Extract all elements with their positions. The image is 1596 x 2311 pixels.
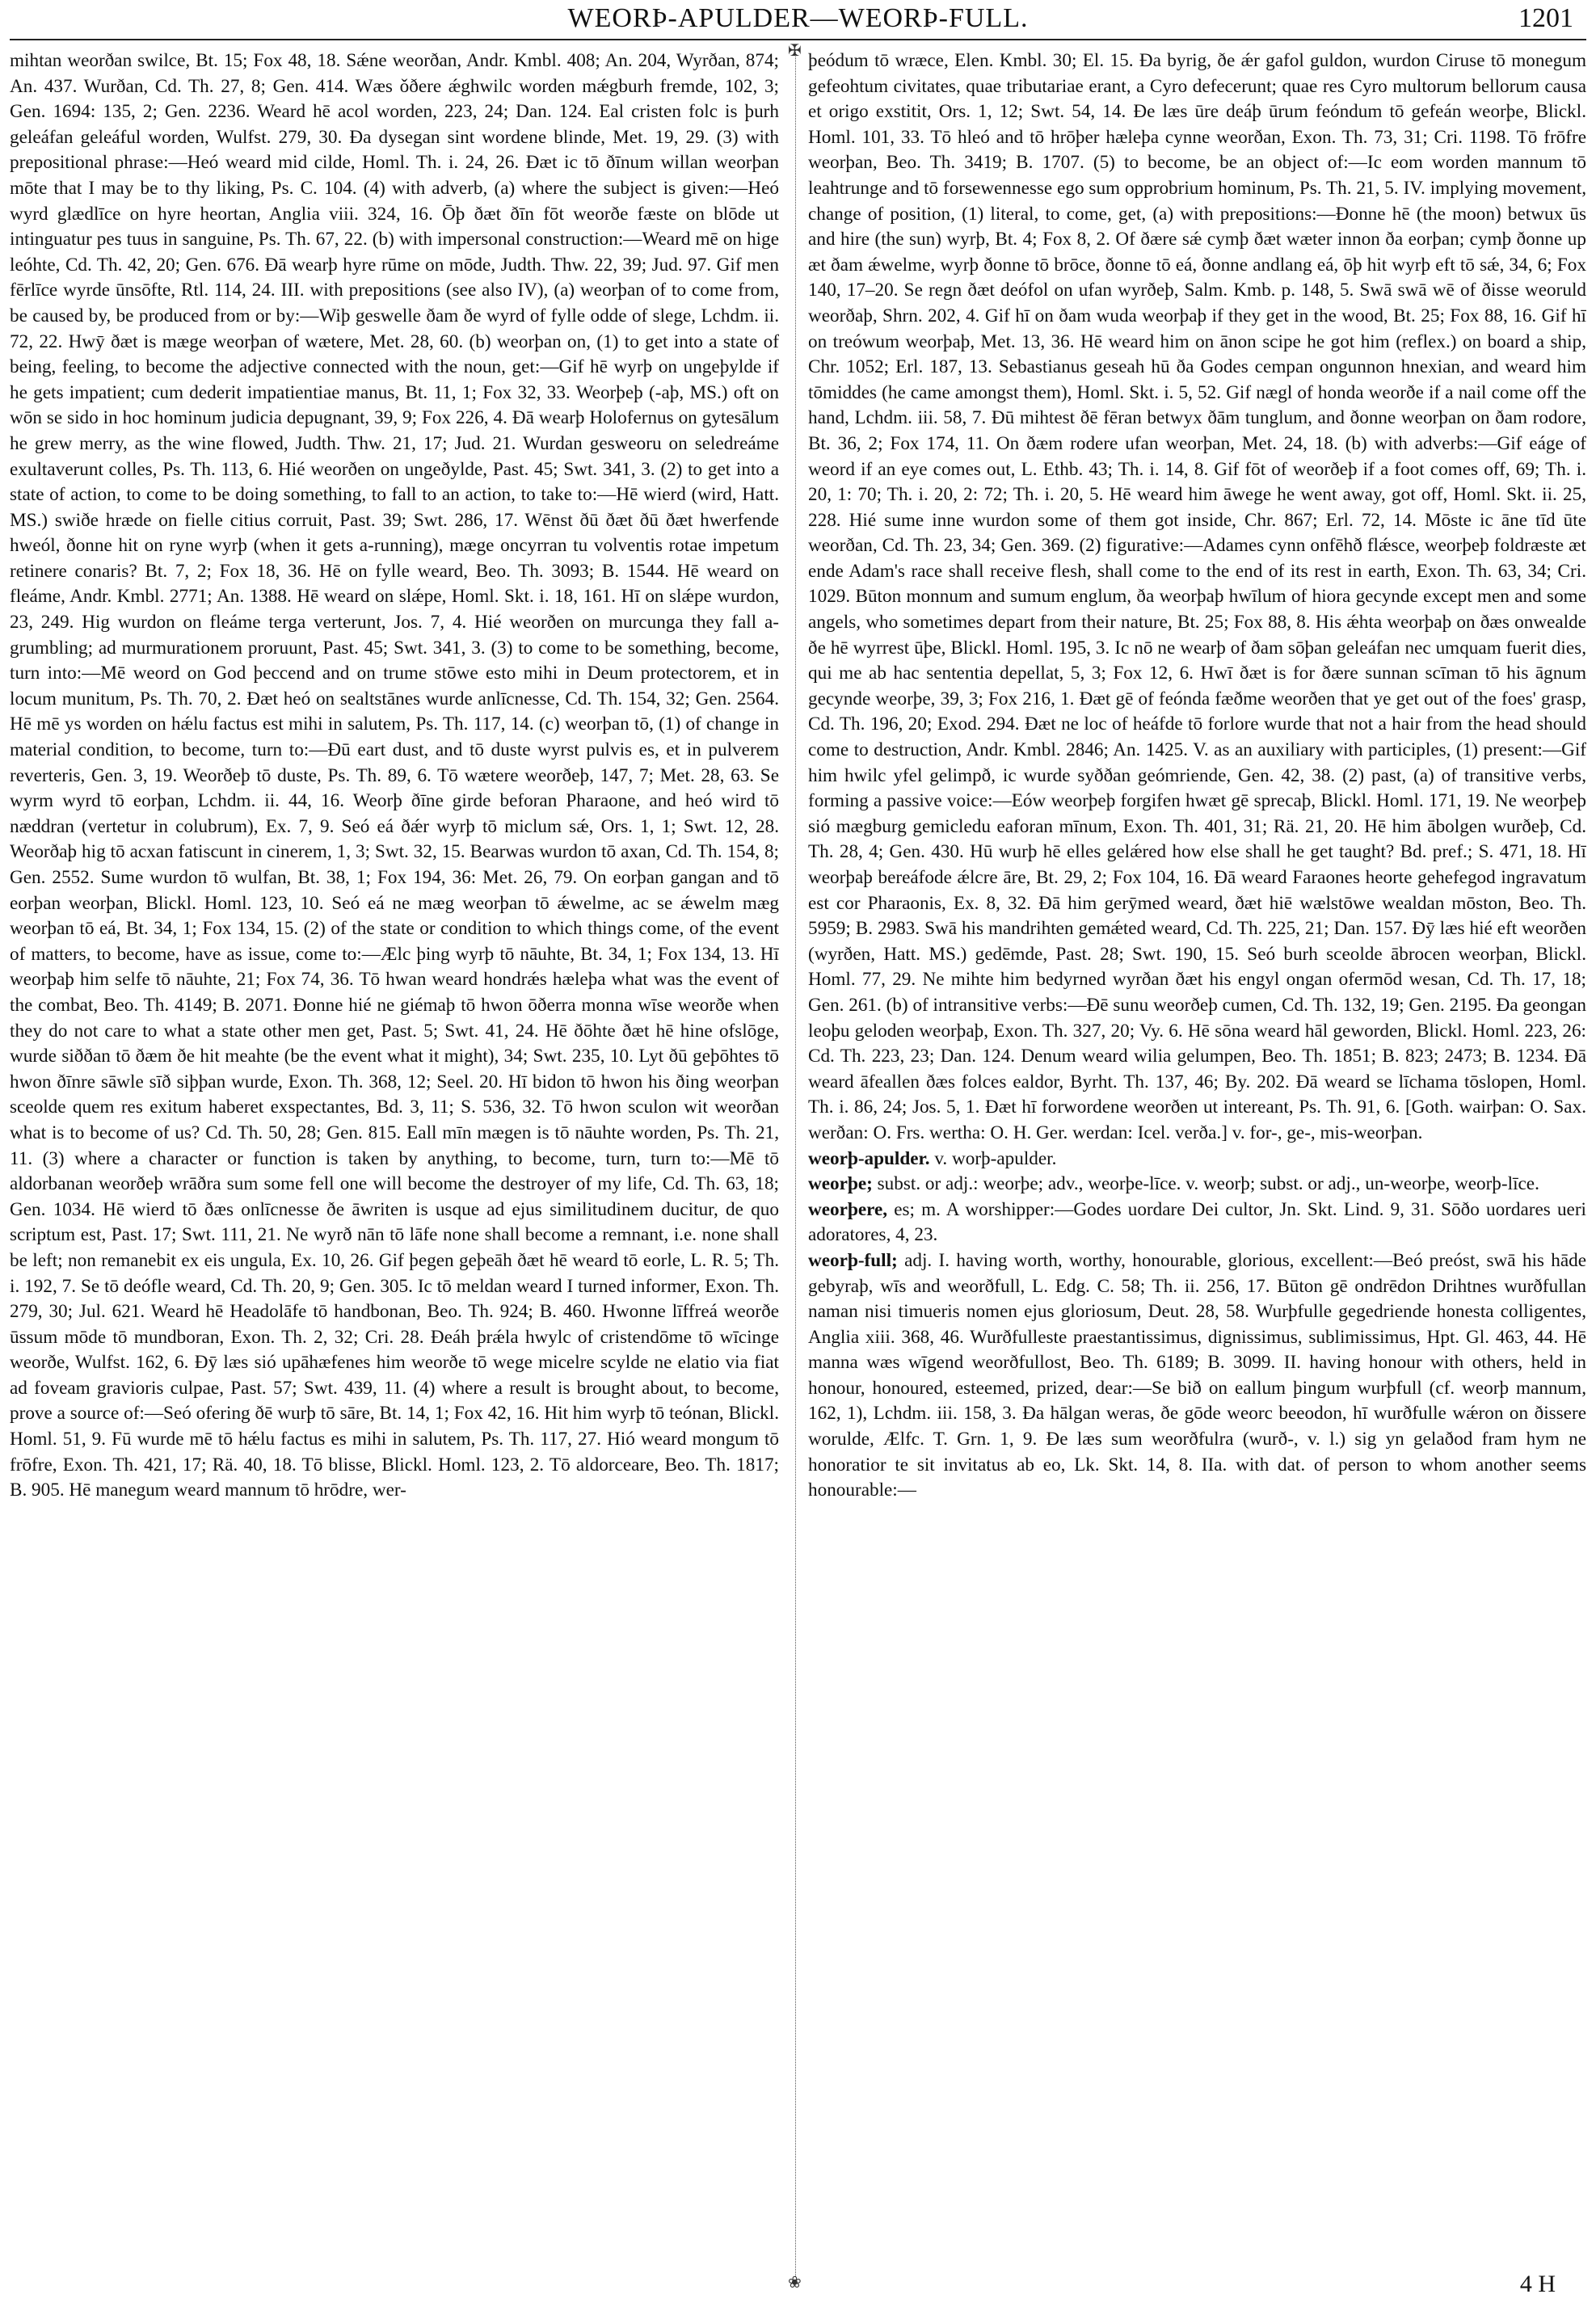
right-column [808,48,1586,2275]
entry-body: adj. I. having worth, worthy, honourable, glorious, excellent:—Beó preóst, swā his hāde gebyraþ, wīs and weorðfull, L. Edg. C. 58; Th. ii. 256, 17. Būton gē ondrēdon Drihtnes wurðfullan naman nisi timueris nomen ejus gloriosum, Deut. 28, 58. Wurþfulle gegedriende honesta colligentes, Anglia xiii. 368, 46. Wurðfulleste praestantissimus, dignissimus, sublimissimus, Hpt. Gl. 463, 44. Hē manna wæs wīgend weorðfullost, Beo. Th. 6189; B. 3099. II. having honour with others, held in honour, honoured, esteemed, prized, dear:—Se bið on eallum þingum wurþfull (cf. weorþ mannum, 162, 1), Lchdm. iii. 158, 3. Ða hālgan weras, ðe gōde weorc beeodon, hī wurðfulle wǽron on ðissere worulde, Ælfc. T. Grn. 1, 9. Ðe læs sum weorðfulra (wurð-, v. l.) sig yn gelaðod fram hym ne honoratior te sit invitatus ab eo, Lk. Skt. 14, 8. IIa. with dat. of person to whom another seems honourable:— [808,1249,1586,1501]
column-divider [795,50,796,2276]
entry-body: subst. or adj.: weorþe; adv., weorþe-līce. v. weorþ; subst. or adj., un-weorþe, weorþ-līce. [877,1173,1539,1195]
entry [808,1172,1586,1198]
bottom-ornament-icon: ❀ [788,2272,802,2292]
entry [808,1248,1586,1504]
page-number: 1201 [1518,3,1573,33]
entry [808,1147,1586,1172]
entry-body: v. worþ-apulder. [934,1147,1057,1169]
signature-mark: 4 H [1519,2271,1556,2297]
top-ornament-icon: ✠ [788,40,802,60]
entry [808,1198,1586,1248]
headword: weorþ-apulder. [808,1147,930,1169]
running-head: WEORÞ-APULDER—WEORÞ-FULL. [567,3,1029,33]
right-column-text: þeódum tō wræce, Elen. Kmbl. 30; El. 15. Ða byrig, ðe ǽr gafol guldon, wurdon Ciruse tō monegum gefeohtum civitates, quae tributariae erant, a Cyro defecerunt; quae res Cyro multorum bellorum causa et origo exstitit, Ors. 1, 12; Swt. 54, 14. Ðe læs ūre deáþ ūrum feóndum tō gefeán weorþe, Blickl. Homl. 101, 33. Tō hleó and tō hrōþer hæleþa cynne weorðan, Exon. Th. 73, 31; Cri. 1198. Tō frōfre weorþan, Beo. Th. 3419; B. 1707. (5) to become, be an object of:—Ic eom worden mannum tō leahtrunge and tō forsewennesse ego sum opprobrium hominum, Ps. Th. 21, 5. IV. implying movement, change of position, (1) literal, to come, get, (a) with prepositions:—Ðonne hē (the moon) betwux ūs and hire (the sun) wyrþ, Bt. 4; Fox 8, 2. Of ðære sǽ cymþ ðæt wæter innon ða eorþan; cymþ ðonne up æt ðam ǽwelme, wyrþ ðonne tō brōce, ðonne tō eá, ðonne andlang eá, ōþ hit wyrþ eft tō sǽ, 34, 6; Fox 140, 17–20. Se regn ðæt deófol on ufan wyrðeþ, Salm. Kmb. p. 148, 5. Swā swā wē of ðisse weoruld weorðaþ, Shrn. 202, 4. Gif hī on ðam wuda weorþaþ if they get in the wood, Bt. 25; Fox 88, 16. Gif hī on treówum weorþaþ, Met. 13, 36. Hē weard him on ānon scipe he got him (reflex.) on board a ship, Chr. 1052; Erl. 187, 13. Sebastianus geseah hū ða Godes cempan ongunnon hnexian, and weard him tōmiddes (he came amongst them), Homl. Skt. i. 5, 52. Gif nægl of honda weorðe if a nail come off the hand, Lchdm. iii. 58, 7. Ðū mihtest ðē fēran betwyx ðām tunglum, and ðonne weorþan on ðam rodore, Bt. 36, 2; Fox 174, 11. On ðæm rodere ufan weorþan, Met. 24, 18. (b) with adverbs:—Gif eáge of weord if an eye comes out, L. Ethb. 43; Th. i. 14, 8. Gif fōt of weorðeþ if a foot comes off, 69; Th. i. 20, 1: 70; Th. i. 20, 2: 72; Th. i. 20, 5. Hē weard him āwege he went away, got off, Homl. Skt. ii. 25, 228. Hié sume inne wurdon some of them got inside, Chr. 867; Erl. 72, 14. Mōste ic āne tīd ūte weorðan, Cd. Th. 23, 34; Gen. 369. (2) figurative:—Adames cynn onfēhð flǽsce, weorþeþ foldræste æt ende Adam's race shall receive flesh, shall come to the end of its rest in earth, Exon. Th. 63, 34; Cri. 1029. Būton monnum and sumum englum, ða weorþaþ hwīlum of hiora gecynde except men and some angels, who sometimes depart from their nature, Bt. 25; Fox 88, 8. His ǽhta weorþaþ on ðæs onwealde ðe hē wyrrest ūþe, Blickl. Homl. 195, 3. Ic nō ne wearþ of ðam sōþan geleáfan nec umquam fuerit dies, qui me ab hac sententia depellat, 5, 3; Fox 12, 6. Hwī ðæt is for ðære sunnan scīman tō his āgnum gecynde weorþe, 39, 3; Fox 216, 1. Ðæt gē of feónda fæðme weorðen that ye get out of the foes' grasp, Cd. Th. 196, 20; Exod. 294. Ðæt ne loc of heáfde tō forlore wurde that not a hair from the head should come to destruction, Andr. Kmbl. 2846; An. 1425. V. as an auxiliary with participles, (1) present:—Gif him hwilc yfel gelimpð, ic wurde syððan geómriende, Gen. 42, 38. (2) past, (a) of transitive verbs, forming a passive voice:—Eów weorþeþ forgifen hwæt gē sprecaþ, Blickl. Homl. 171, 19. Ne weorþeþ sió mægburg gemicledu eaforan mīnum, Exon. Th. 401, 31; Rä. 21, 20. Hē him ābolgen wurðeþ, Cd. Th. 28, 4; Gen. 430. Hū wurþ hē elles gelǽred how else shall he get taught? Bd. pref.; S. 471, 18. Hī weorþaþ bereáfode ǽlcre āre, Bt. 29, 2; Fox 104, 16. Ðā weard Faraones heorte gehefegod ingravatum est cor Pharaonis, Ex. 8, 32. Ðā him gerȳmed weard, ðæt hiē wælstōwe wealdan mōston, Beo. Th. 5959; B. 2983. Swā his mandrihten gemǽted weard, Cd. Th. 225, 21; Dan. 157. Ðȳ læs hié eft weorðen (wyrðen, Hatt. MS.) gedēmde, Past. 28; Swt. 190, 15. Seó burh sceolde ābrocen weorþan, Blickl. Homl. 77, 29. Ne mihte him bedyrned wyrðan ðæt his engyl ongan ofermōd wesan, Cd. Th. 17, 18; Gen. 261. (b) of intransitive verbs:—Ðē sunu weorðeþ cumen, Cd. Th. 132, 19; Gen. 2195. Ða geongan leoþu geloden weorþaþ, Exon. Th. 327, 20; Vy. 6. Hē sōna weard hāl geworden, Blickl. Homl. 223, 26: Cd. Th. 223, 23; Dan. 124. Denum weard wilia gelumpen, Beo. Th. 1851; B. 823; 2473; B. 1234. Ðā weard āfeallen ðæs folces ealdor, Byrht. Th. 137, 46; By. 202. Ðā weard se līchama tōslopen, Homl. Th. i. 86, 24; Jos. 5, 1. Ðæt hī forwordene weorðen ut intereant, Ps. Th. 91, 6. [Goth. wairþan: O. Sax. werðan: O. Frs. wertha: O. H. Ger. werdan: Icel. verða.] v. for-, ge-, mis-weorþan. [808,50,1586,1143]
left-column-text: mihtan weorðan swilce, Bt. 15; Fox 48, 18. Sǽne weorðan, Andr. Kmbl. 408; An. 204, Wyrðan, 874; An. 437. Wurðan, Cd. Th. 27, 8; Gen. 414. Wæs ǒðere ǽghwilc worden mǽgburh fremde, 102, 3; Gen. 1694: 135, 2; Gen. 2236. Weard hē acol worden, 223, 24; Dan. 124. Eal cristen folc is þurh geleáfan geleáful worden, Wulfst. 279, 30. Ða dysegan sint wordene blinde, Met. 19, 29. (3) with prepositional phrase:—Heó weard mid cilde, Homl. Th. i. 24, 26. Ðæt ic tō ðīnum willan weorþan mōte that I may be to thy liking, Ps. C. 104. (4) with adverb, (a) where the subject is given:—Heó wyrd glædlīce on hyre heortan, Anglia viii. 324, 16. Ōþ ðæt ðīn fōt weorðe fæste on blōde ut intinguatur pes tuus in sanguine, Ps. Th. 67, 22. (b) with impersonal construction:—Weard mē on hige leóhte, Cd. Th. 42, 20; Gen. 676. Ðā wearþ hyre rūme on mōde, Judth. Thw. 22, 39; Jud. 97. Gif men fērlīce wyrde ūnsōfte, Rtl. 114, 24. III. with prepositions (see also IV), (a) weorþan of to come from, be caused by, be produced from or by:—Wiþ geswelle ðam ðe wyrd of fylle odde of slege, Lchdm. ii. 72, 22. Hwȳ ðæt is mæge weorþan of wætere, Met. 28, 60. (b) weorþan on, (1) to get into a state of being, feeling, to become the adjective connected with the noun, get:—Gif hē wyrþ on ungeþylde if he gets impatient; cum dederit impatientiae manus, Bt. 11, 1; Fox 32, 33. Weorþeþ (-aþ, MS.) oft on wōn se sido in hoc hominum judicia depugnant, 39, 9; Fox 226, 4. Ðā wearþ Holofernus on gytesālum he grew merry, as the wine flowed, Judth. Thw. 21, 17; Jud. 21. Wurdan gesweoru on seledreáme exultaverunt colles, Ps. Th. 113, 6. Hié weorðen on ungeðylde, Past. 45; Swt. 341, 3. (2) to get into a state of action, to come to be doing something, to fall to an action, to take to:—Hē wierd (wird, Hatt. MS.) swiðe hræde on fielle citius corruit, Past. 39; Swt. 286, 17. Wēnst ðū ðæt ðū ðæt hwerfende hweól, ðonne hit on ryne wyrþ (when it gets a-running), mæge oncyrran tu volventis rotae impetum retinere conaris? Bt. 7, 2; Fox 18, 36. Hē on fylle weard, Beo. Th. 3093; B. 1544. Hē weard on fleáme, Andr. Kmbl. 2771; An. 1388. Hē weard on slǽpe, Homl. Skt. i. 18, 161. Hī on slǽpe wurdon, 23, 249. Hig wurdon on fleáme terga verterunt, Jos. 7, 4. Hié weorðen on murcunga they fall a-grumbling; ad murmurationem proruunt, Past. 45; Swt. 341, 3. (3) to come to be something, become, turn into:—Mē weord on God þeccend and on trume stōwe esto mihi in Deum protectorem, et in locum munitum, Ps. Th. 70, 2. Ðæt heó on sealtstānes wurde anlīcnesse, Cd. Th. 154, 32; Gen. 2564. Hē mē ys worden on hǽlu factus est mihi in salutem, Ps. Th. 117, 14. (c) weorþan tō, (1) of change in material condition, to become, turn to:—Ðū eart dust, and tō duste wyrst pulvis es, et in pulverem reverteris, Gen. 3, 19. Weorðeþ tō duste, Ps. Th. 89, 6. Tō wætere weorðeþ, 147, 7; Met. 28, 63. Se wyrm wyrd tō eorþan, Lchdm. ii. 44, 16. Weorþ ðīne girde beforan Pharaone, and heó wird tō næddran (vertetur in colubrum), Ex. 7, 9. Seó eá ðǽr wyrþ tō miclum sǽ, Ors. 1, 1; Swt. 12, 28. Weorðaþ hig tō acxan fatiscunt in cinerem, 1, 3; Swt. 32, 15. Bearwas wurdon tō axan, Cd. Th. 154, 8; Gen. 2552. Sume wurdon tō wulfan, Bt. 38, 1; Fox 194, 36: Met. 26, 79. On eorþan gangan and tō eorþan weorþan, Blickl. Homl. 123, 10. Seó eá ne mæg weorþan tō ǽwelme, ac se ǽwelm mæg weorþan tō eá, Bt. 34, 1; Fox 134, 15. (2) of the state or condition to which things come, of the event of matters, to become, have as issue, come to:—Ælc þing wyrþ tō nāuhte, Bt. 34, 1; Fox 134, 13. Hī weorþaþ him selfe tō nāuhte, 21; Fox 74, 36. Tō hwan weard hondrǽs hæleþa what was the event of the combat, Beo. Th. 4149; B. 2071. Ðonne hié ne giémaþ tō hwon ōðerra monna wīse weorðe when they do not care to what a state other men get, Past. 5; Swt. 41, 24. Hē ðōhte ðæt hē hine ofslōge, wurde siððan tō ðæm ðe hit meahte (be the event what it might), 34; Swt. 235, 10. Lyt ðū geþōhtes tō hwon ðīnre sāwle sīð siþþan wurde, Exon. Th. 368, 12; Seel. 20. Hī bidon tō hwon his ðing weorþan sceolde quem res exitum haberet exspectantes, Bd. 3, 11; S. 536, 32. Tō hwon sculon wit weorðan what is to become of us? Cd. Th. 50, 28; Gen. 815. Eall mīn mægen is tō nāuhte worden, Ps. Th. 21, 11. (3) where a character or function is taken by anything, to become, turn, turn to:—Mē tō aldorbanan weorðeþ wrāðra sum some fell one will become the destroyer of my life, Cd. Th. 63, 18; Gen. 1034. Hē wierd tō ðæs onlīcnesse ðe āwriten is usque ad ejus similitudinem ducitur, de quo scriptum est, Past. 17; Swt. 111, 21. Ne wyrð nān tō lāfe none shall become a remnant, i.e. none shall be left; non remanebit ex eis ungula, Ex. 10, 26. Gif þegen geþeāh ðæt hē weard tō eorle, L. R. 5; Th. i. 192, 7. Se tō deófle weard, Cd. Th. 20, 9; Gen. 305. Ic tō meldan weard I turned informer, Exon. Th. 279, 30; Jul. 621. Weard hē Headolāfe tō handbonan, Beo. Th. 924; B. 460. Hwonne līffreá weorðe ūssum mōde tō mundboran, Exon. Th. 2, 32; Cri. 28. Ðeáh þrǽla hwylc of cristendōme tō wīcinge weorðe, Wulfst. 162, 6. Ðȳ læs sió upāhæfenes him weorðe tō wege micelre scylde ne elatio via fiat ad foveam gravioris culpae, Past. 57; Swt. 439, 11. (4) where a result is brought about, to become, prove a source of:—Seó ofering ðē wurþ tō sāre, Bt. 14, 1; Fox 42, 16. Hit him wyrþ tō teónan, Blickl. Homl. 51, 9. Fū wurde mē tō hǽlu factus es mihi in salutem, Ps. Th. 117, 27. Hió weard mongum tō frōfre, Exon. Th. 421, 17; Rä. 40, 18. Tō blisse, Blickl. Homl. 123, 2. Tō aldorceare, Beo. Th. 1817; B. 905. Hē manegum weard mannum tō hrōdre, wer- [10,50,779,1501]
headword: weorþ-full; [808,1249,898,1271]
headword: weorþere, [808,1198,888,1220]
entry-body: es; m. A worshipper:—Godes uordare Dei cultor, Jn. Skt. Lind. 9, 31. Sōðo uordares ueri adoratores, 4, 23. [808,1198,1586,1246]
headword: weorþe; [808,1173,873,1195]
left-column [10,48,779,2275]
